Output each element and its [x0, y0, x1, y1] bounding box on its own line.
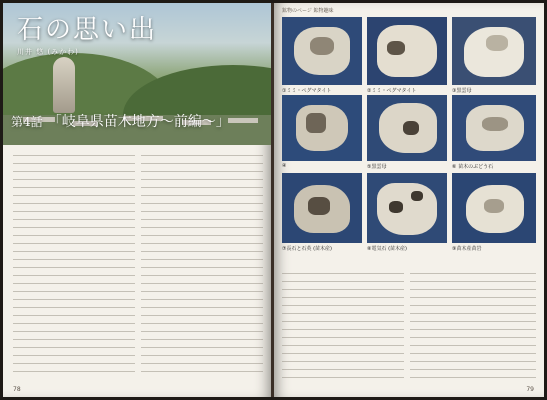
photo-caption: ⑥ 苗木のぶどう石 — [452, 164, 494, 170]
landscape-photo — [3, 3, 271, 145]
page-number: 79 — [526, 386, 534, 393]
mineral-photo — [367, 173, 447, 243]
photo-caption: ④ — [282, 163, 287, 169]
running-header: 鉱物のページ 鉱物趣味 — [282, 8, 334, 14]
mineral-photo — [367, 95, 447, 161]
mineral-photo — [282, 173, 362, 243]
author-line: 川井 悠 (みかわ) — [17, 48, 79, 56]
statue-figure — [53, 57, 75, 113]
mineral-photo — [282, 95, 362, 161]
photo-caption: ③黒雲母 — [452, 88, 472, 94]
chapter-title: 「岐阜県苗木地方〜前編〜」 — [47, 114, 230, 130]
chapter-number: 第4話 — [11, 115, 43, 129]
book-spread — [3, 3, 544, 397]
page-title: 石の思い出 — [17, 15, 158, 45]
mineral-photo — [282, 17, 362, 85]
photo-caption: ⑦長石と石英 (苗木産) — [282, 246, 332, 252]
photo-caption: ①ミミ・ペグマタイト — [282, 88, 332, 94]
mineral-photo — [452, 95, 536, 161]
mineral-photo — [367, 17, 447, 85]
photo-caption: ⑤黒雲母 — [367, 164, 387, 170]
mineral-photo — [452, 173, 536, 243]
photo-caption: ⑨苗木産苗岩 — [452, 246, 482, 252]
chapter-heading — [11, 111, 263, 131]
right-page — [274, 3, 544, 397]
photo-caption: ②ミミ・ペグマタイト — [367, 88, 417, 94]
left-page — [3, 3, 271, 397]
page-number: 78 — [13, 386, 21, 393]
photo-caption: ⑧電気石 (苗木産) — [367, 246, 407, 252]
mineral-photo — [452, 17, 536, 85]
